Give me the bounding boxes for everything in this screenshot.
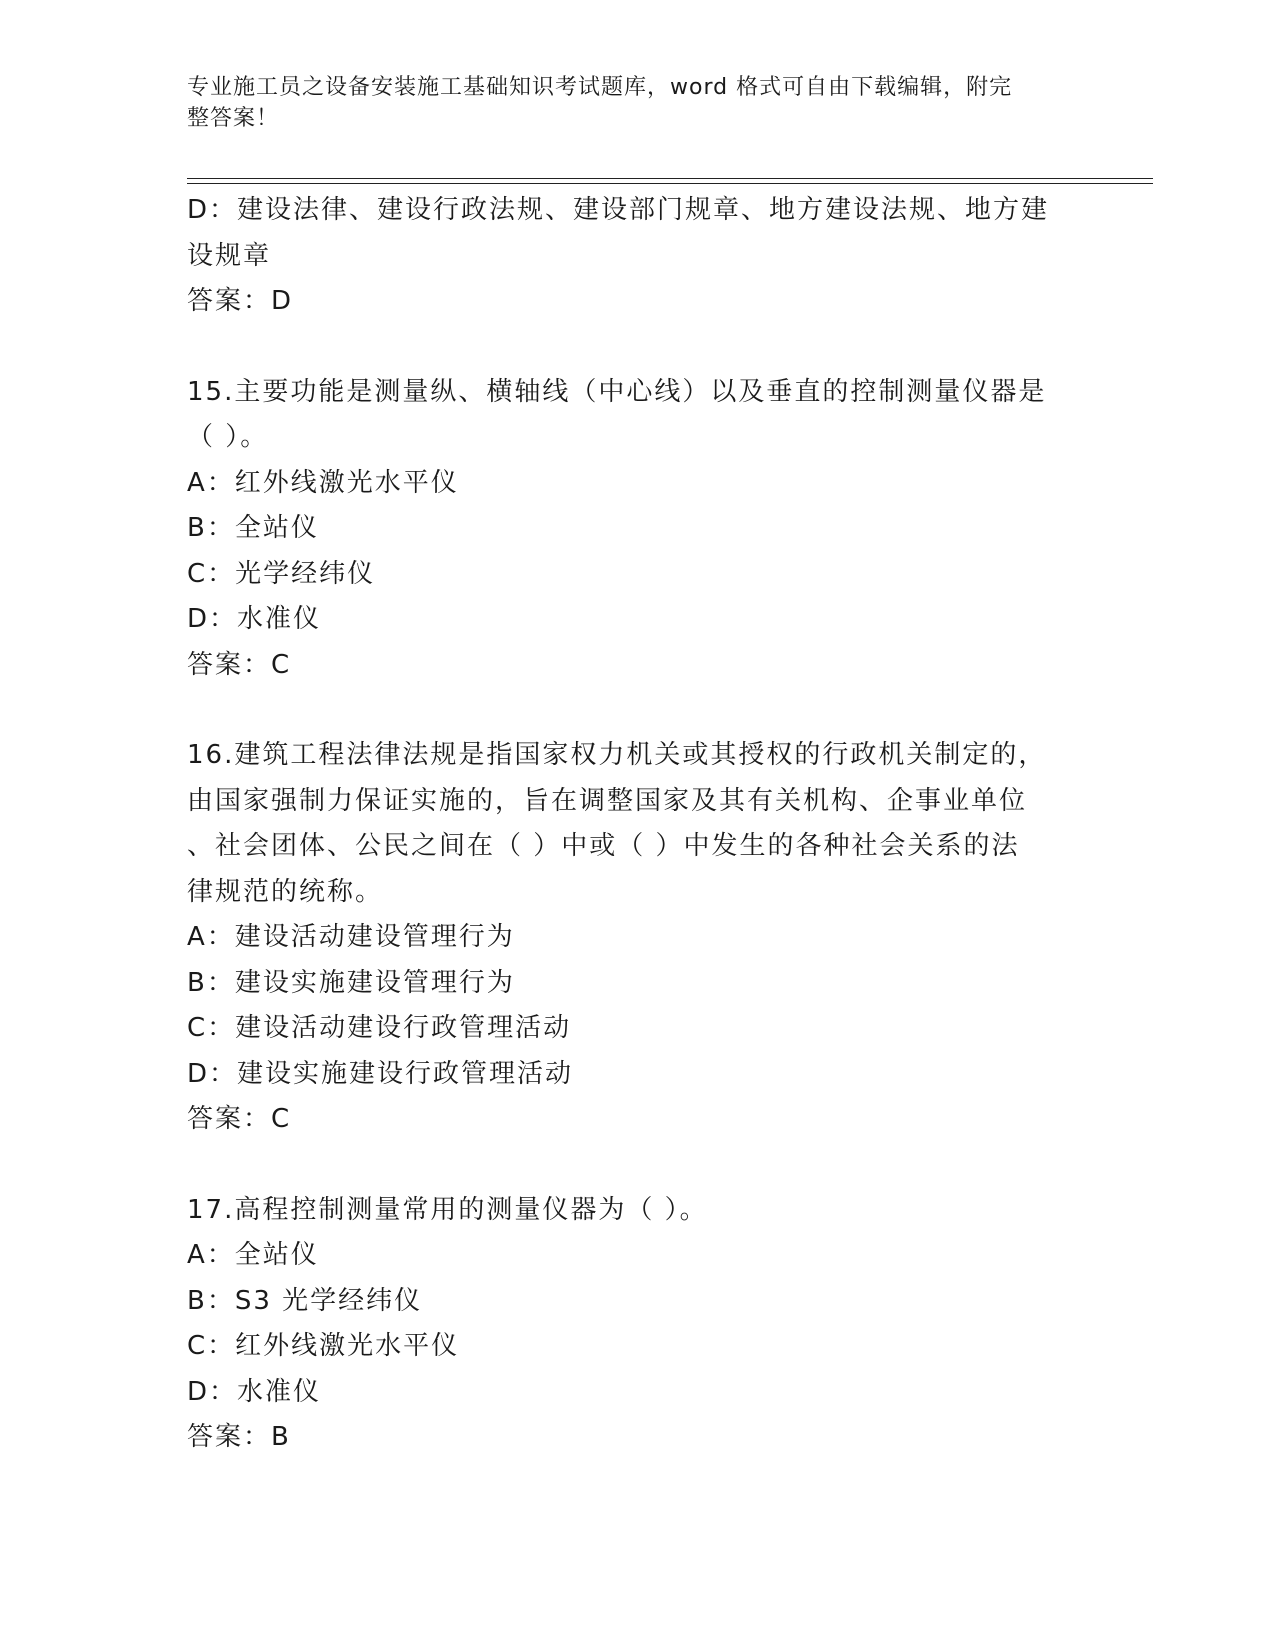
question-stem-line: 律规范的统称。 — [187, 876, 384, 907]
option-a: A：全站仪 — [187, 1240, 319, 1270]
option-b: B：全站仪 — [187, 513, 319, 543]
spacer — [187, 325, 1077, 370]
option-b: B：建设实施建设管理行为 — [187, 967, 515, 998]
previous-question-tail — [187, 188, 1077, 325]
spacer — [187, 688, 1077, 733]
question-stem-line: 17.高程控制测量常用的测量仪器为（ ）。 — [187, 1194, 708, 1225]
answer-line: 答案：C — [187, 649, 292, 680]
answer-line: 答案：B — [187, 1422, 291, 1452]
option-b: B：S3 光学经纬仪 — [187, 1285, 423, 1316]
option-d: D：水准仪 — [187, 1376, 322, 1407]
header-divider-top — [187, 178, 1153, 179]
header-title-line-1: 专业施工员之设备安装施工基础知识考试题库，word 格式可自由下载编辑，附完 — [187, 75, 1013, 100]
option-d-line-1: D：建设法律、建设行政法规、建设部门规章、地方建设法规、地方建 — [187, 195, 1050, 225]
option-d-line-2: 设规章 — [187, 240, 272, 271]
option-c: C：建设活动建设行政管理活动 — [187, 1013, 572, 1043]
option-a: A：红外线激光水平仪 — [187, 467, 459, 498]
document-header — [187, 72, 1067, 134]
question-15 — [187, 370, 1077, 689]
question-stem-line: 16.建筑工程法律法规是指国家权力机关或其授权的行政机关制定的， — [187, 740, 1047, 770]
header-title-line-2: 整答案！ — [187, 106, 280, 131]
question-content — [187, 188, 1077, 1461]
header-divider-bottom — [187, 183, 1153, 184]
option-d: D：水准仪 — [187, 604, 322, 634]
question-17 — [187, 1188, 1077, 1461]
answer-line: 答案：D — [187, 286, 294, 316]
option-a: A：建设活动建设管理行为 — [187, 922, 515, 952]
question-stem-line: 由国家强制力保证实施的，旨在调整国家及其有关机构、企事业单位 — [187, 785, 1028, 816]
question-16 — [187, 733, 1077, 1143]
answer-line: 答案：C — [187, 1104, 292, 1134]
question-stem-line: （ ）。 — [187, 422, 269, 452]
option-c: C：红外线激光水平仪 — [187, 1331, 460, 1361]
spacer — [187, 1143, 1077, 1188]
question-stem-line: 、社会团体、公民之间在（ ）中或（ ）中发生的各种社会关系的法 — [187, 831, 1020, 861]
option-c: C：光学经纬仪 — [187, 558, 376, 589]
option-d: D：建设实施建设行政管理活动 — [187, 1058, 574, 1089]
question-stem-line: 15.主要功能是测量纵、横轴线（中心线）以及垂直的控制测量仪器是 — [187, 376, 1047, 407]
